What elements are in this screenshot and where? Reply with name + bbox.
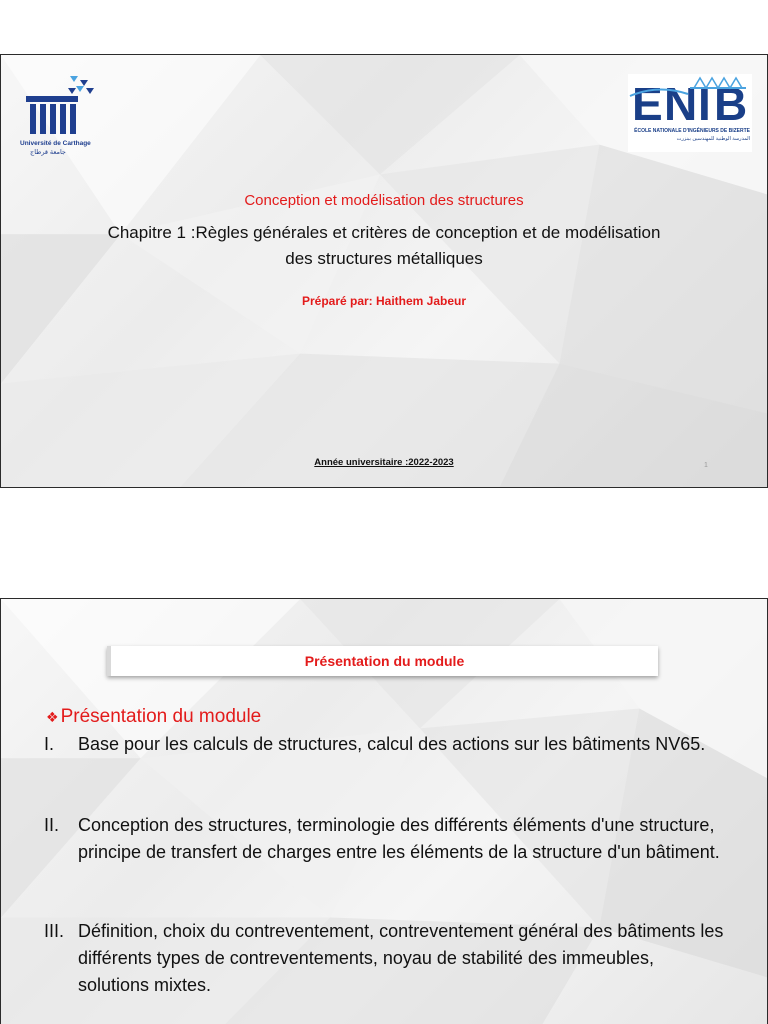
svg-text:N: N xyxy=(664,78,698,128)
enib-caption-arabic: المدرسة الوطنية للمهندسين ببنزرت xyxy=(676,136,750,142)
list-item-number: III. xyxy=(44,921,65,941)
svg-text:E: E xyxy=(632,78,663,128)
carthage-caption: Université de Carthage xyxy=(20,140,91,147)
academic-year: Année universitaire :2022-2023 xyxy=(314,457,454,468)
section-title xyxy=(46,706,261,728)
list-item-number: I. xyxy=(44,734,55,754)
enib-caption: ÉCOLE NATIONALE D'INGÉNIEURS DE BIZERTE xyxy=(634,128,750,134)
svg-text:B: B xyxy=(714,78,748,128)
page-number: 1 xyxy=(704,462,708,469)
slide-header-bar: Présentation du module xyxy=(107,646,658,676)
list-item xyxy=(44,812,724,866)
svg-text:I: I xyxy=(698,78,711,128)
diamond-bullet-icon: ❖ xyxy=(46,709,59,725)
chapter-title xyxy=(40,220,728,272)
enib-emblem-icon xyxy=(628,74,752,128)
carthage-caption-arabic: جامعة قرطاج xyxy=(30,149,66,156)
list-item-text: Base pour les calculs de structures, calcul des actions sur les bâtiments NV65. xyxy=(78,734,706,754)
list-item-number: II. xyxy=(44,815,60,835)
enib-logo xyxy=(628,74,752,152)
course-subject: Conception et modélisation des structures xyxy=(244,192,524,209)
list-item-text: Conception des structures, terminologie des différents éléments d'une structure, principe de transfert de charges entre les éléments de la structure d'un bâtiment. xyxy=(78,815,720,862)
universite-carthage-logo xyxy=(20,68,102,176)
section-title-text: Présentation du module xyxy=(60,706,262,727)
columns-icon xyxy=(20,68,102,140)
chapter-title-line1: Chapitre 1 :Règles générales et critères de conception et de modélisation xyxy=(107,223,661,242)
chapter-title-line2: des structures métalliques xyxy=(285,249,483,268)
list-item-text: Définition, choix du contreventement, contreventement général des bâtiments les différents types de contreventements, noyau de stabilité des immeubles, solutions mixtes. xyxy=(78,921,724,995)
list-item xyxy=(44,918,724,999)
list-item xyxy=(44,731,724,758)
prepared-by: Préparé par: Haithem Jabeur xyxy=(301,294,467,308)
